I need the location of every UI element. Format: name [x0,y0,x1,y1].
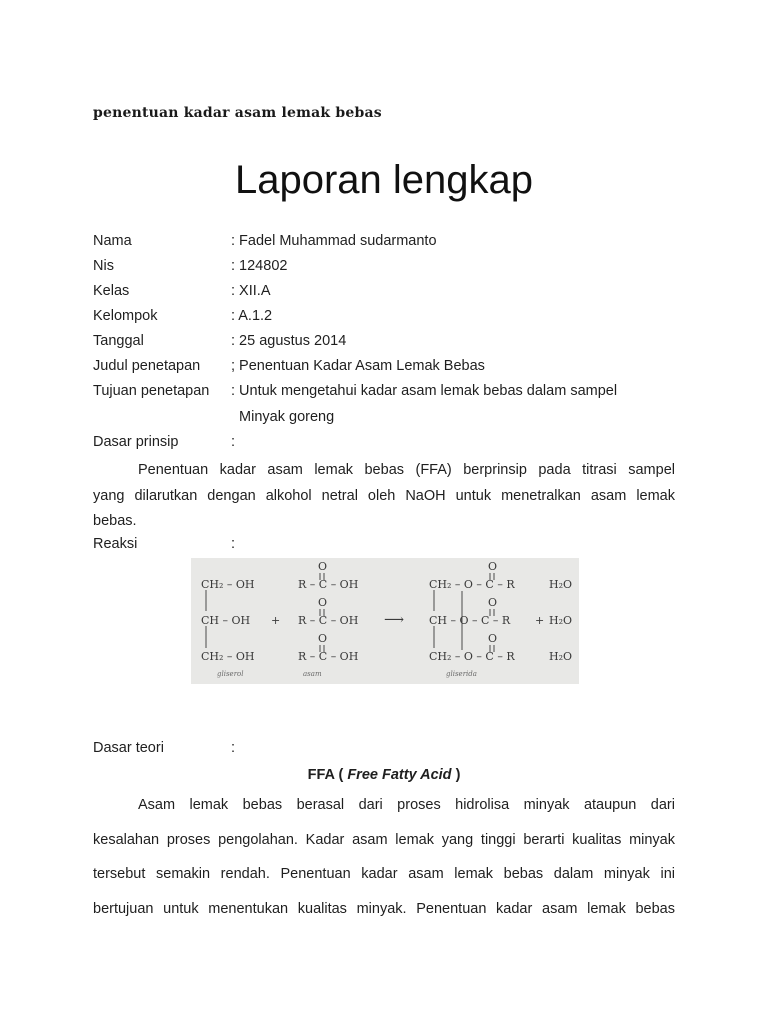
document-heading: penentuan kadar asam lemak bebas [93,105,382,121]
reaction-diagram [191,558,579,684]
info-row-nis [93,255,683,277]
info-row-kelompok [93,305,683,327]
section-colon: : [231,536,236,552]
ffa-suffix: ) [451,767,461,783]
info-label: Tujuan penetapan [93,383,210,399]
info-label: Nis [93,258,114,274]
acid-row: R – C – OH [298,650,359,663]
paragraph-line: tersebut semakin rendah. Penentuan kadar asam lemak bebas dalam minyak ini [93,866,675,882]
info-value: : A.1.2 [231,308,273,324]
info-label: Tanggal [93,333,144,349]
acid-row: R – C – OH [298,578,359,591]
glycerol-caption: gliserol [217,670,244,678]
water-row: H₂O [549,650,573,663]
ffa-prefix: FFA ( [307,767,348,783]
plus-sign: + [535,614,545,627]
info-row-nama [93,230,683,252]
section-reaksi [93,533,683,555]
info-label: Nama [93,233,132,249]
carbonyl-oxygen: O [318,632,328,645]
glycerol-row: CH₂ – OH [201,578,255,591]
ester-row: CH – O – C – R [429,614,511,627]
plus-sign: + [271,614,281,627]
section-colon: : [231,740,236,756]
paragraph-line: kesalahan proses pengolahan. Kadar asam lemak yang tinggi berarti kualitas minyak [93,832,675,848]
ester-caption: gliserida [446,670,477,678]
info-value: : Fadel Muhammad sudarmanto [231,233,437,249]
paragraph-line: yang dilarutkan dengan alkohol netral oleh NaOH untuk menetralkan asam lemak [93,488,675,504]
ffa-heading [0,765,768,785]
info-label: Kelas [93,283,130,299]
reaction-arrow: ⟶ [384,612,405,628]
carbonyl-oxygen: O [318,596,328,609]
section-label: Dasar prinsip [93,434,179,450]
info-value: : XII.A [231,283,271,299]
info-row-tanggal [93,330,683,352]
section-label: Reaksi [93,536,138,552]
ester-row: CH₂ – O – C – R [429,578,515,591]
water-row: H₂O [549,614,573,627]
water-row: H₂O [549,578,573,591]
carbonyl-oxygen: O [318,560,328,573]
acid-caption: asam [303,670,322,678]
info-row-tujuan [93,380,683,402]
document-title: Laporan lengkap [234,158,534,202]
info-label: Judul penetapan [93,358,201,374]
info-value: : 25 agustus 2014 [231,333,347,349]
glycerol-row: CH₂ – OH [201,650,255,663]
info-row-tujuan-cont [93,406,683,428]
ester-row: CH₂ – O – C – R [429,650,515,663]
info-row-kelas [93,280,683,302]
carbonyl-oxygen: O [488,596,498,609]
info-value: : Untuk mengetahui kadar asam lemak bebas dalam sampel [231,383,618,399]
paragraph-line: Asam lemak bebas berasal dari proses hidrolisa minyak ataupun dari [138,797,675,813]
paragraph-line: bebas. [93,513,137,529]
section-dasar-teori [93,737,683,759]
section-dasar-prinsip [93,431,683,453]
paragraph-line: Penentuan kadar asam lemak bebas (FFA) berprinsip pada titrasi sampel [138,462,675,478]
acid-row: R – C – OH [298,614,359,627]
glycerol-row: CH – OH [201,614,251,627]
ffa-italic: Free Fatty Acid [347,767,452,783]
section-label: Dasar teori [93,740,164,756]
info-value: : 124802 [231,258,288,274]
section-colon: : [231,434,236,450]
reaction-svg [191,558,579,684]
info-value: Minyak goreng [231,409,335,425]
info-label: Kelompok [93,308,158,324]
carbonyl-oxygen: O [488,632,498,645]
carbonyl-oxygen: O [488,560,498,573]
info-row-judul [93,355,683,377]
paragraph-line: bertujuan untuk menentukan kualitas minyak. Penentuan kadar asam lemak bebas [93,901,675,917]
info-value: ; Penentuan Kadar Asam Lemak Bebas [231,358,485,374]
